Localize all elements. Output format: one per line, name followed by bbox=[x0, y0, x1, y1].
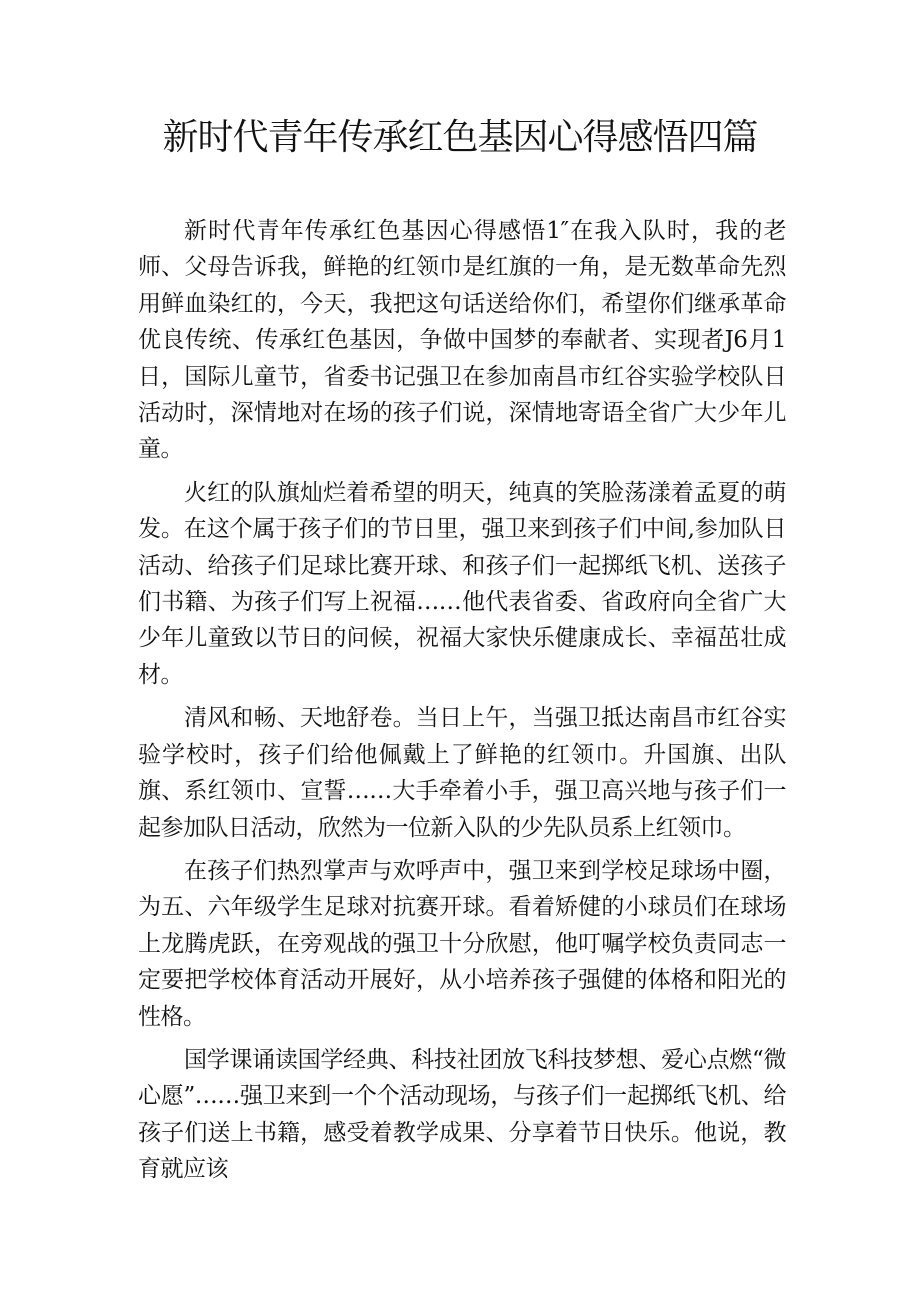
document-title: 新时代青年传承红色基因心得感悟四篇 bbox=[162, 117, 758, 158]
paragraph-5: 国学课诵读国学经典、科技社团放飞科技梦想、爱心点燃“微心愿”……强卫来到一个个活动现场，与孩子们一起掷纸飞机、给孩子们送上书籍，感受着教学成果、分享着节日快乐。他说，教育就应该 bbox=[138, 1046, 786, 1183]
paragraph-4: 在孩子们热烈掌声与欢呼声中，强卫来到学校足球场中圈，为五、六年级学生足球对抗赛开球。看着矫健的小球员们在球场上龙腾虎跃，在旁观战的强卫十分欣慰，他叮嘱学校负责同志一定要把学校体育活动开展好，从小培养孩子强健的体格和阳光的性格。 bbox=[138, 857, 786, 1030]
paragraph-1: 新时代青年传承红色基因心得感悟1″在我入队时，我的老师、父母告诉我，鲜艳的红领巾是红旗的一角，是无数革命先烈用鲜血染红的，今天，我把这句话送给你们，希望你们继承革命优良传统、传承红色基因，争做中国梦的奉献者、实现者J6月1日，国际儿童节，省委书记强卫在参加南昌市红谷实验学校队日活动时，深情地对在场的孩子们说，深情地寄语全省广大少年儿童。 bbox=[138, 218, 786, 463]
document-body bbox=[138, 213, 786, 1188]
paragraph-3: 清风和畅、天地舒卷。当日上午，当强卫抵达南昌市红谷实验学校时，孩子们给他佩戴上了鲜艳的红领巾。升国旗、出队旗、系红领巾、宣誓……大手牵着小手，强卫高兴地与孩子们一起参加队日活动，欣然为一位新入队的少先队员系上红领巾。 bbox=[138, 705, 786, 841]
paragraph-2: 火红的队旗灿烂着希望的明天，纯真的笑脸荡漾着孟夏的萌发。在这个属于孩子们的节日里，强卫来到孩子们中间,参加队日活动、给孩子们足球比赛开球、和孩子们一起掷纸飞机、送孩子们书籍、为孩子们写上祝福……他代表省委、省政府向全省广大少年儿童致以节日的问候，祝福大家快乐健康成长、幸福茁壮成材。 bbox=[138, 479, 786, 688]
